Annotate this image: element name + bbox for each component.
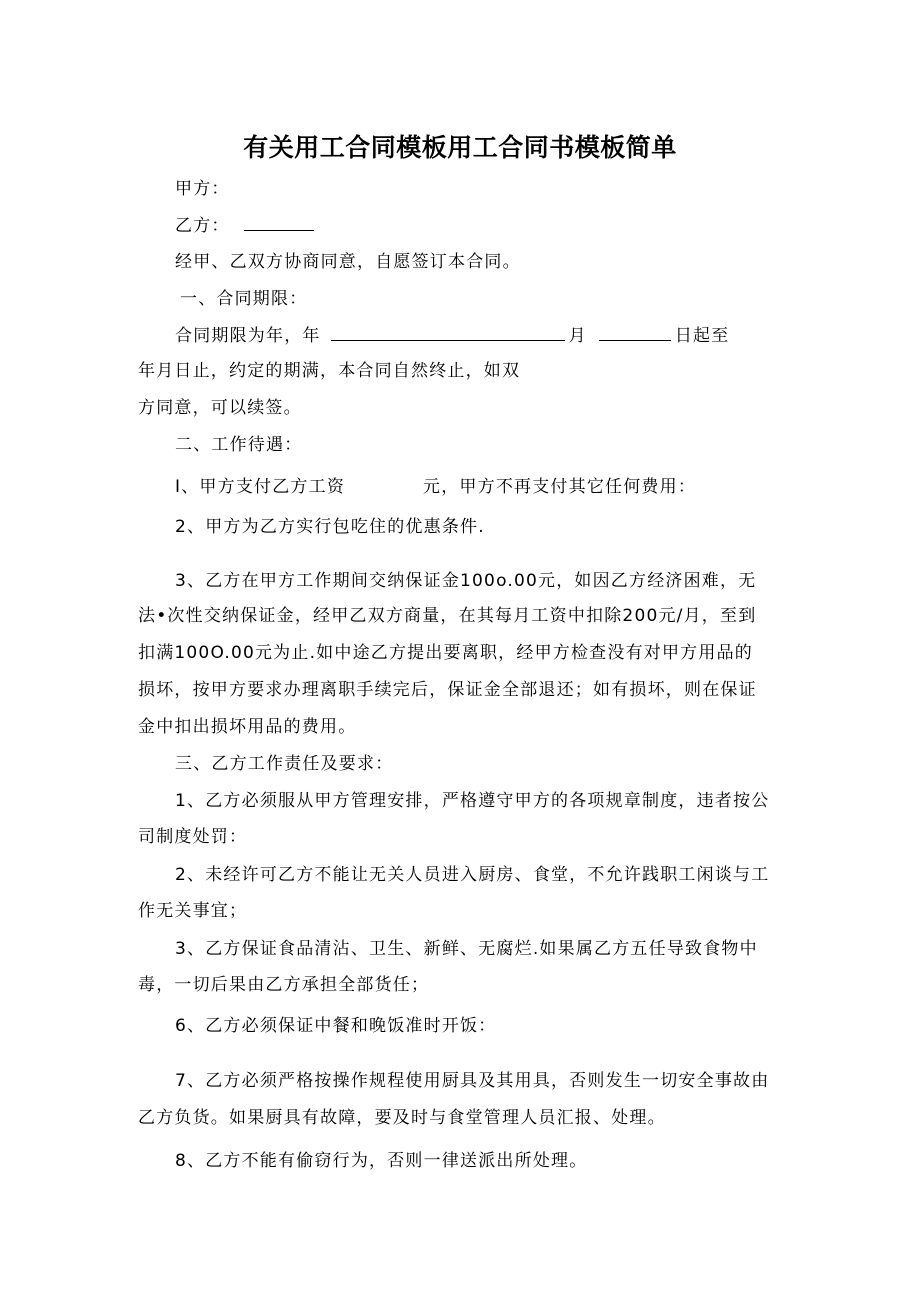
deposit-line-2: 法•次性交纳保证金，经甲乙双方商量，在其每月工资中扣除200元/月，至到 — [138, 606, 757, 626]
duty1-line-2: 司制度处罚： — [138, 827, 248, 847]
wage-line — [175, 476, 696, 498]
benefit-line: 2、甲方为乙方实行包吃住的优惠条件. — [175, 517, 485, 537]
deposit-line-4: 损坏，按甲方要求办理离职手续完后，保证金全部退还；如有损坏，则在保证 — [138, 680, 757, 700]
year-blank — [331, 324, 565, 341]
wage-text-b: 元，甲方不再支付其它任何费用： — [423, 477, 697, 497]
term-line-3: 方同意，可以续签。 — [138, 398, 302, 418]
party-b-blank — [244, 214, 314, 231]
section1-heading: 一、合同期限： — [180, 289, 308, 309]
term-text-b: 月 — [568, 326, 587, 346]
duty6-line: 6、乙方必须保证中餐和晚饭准时开饭： — [175, 1016, 497, 1036]
deposit-line-1: 3、乙方在甲方工作期间交纳保证金100o.00元，如因乙方经济困难，无 — [175, 571, 757, 591]
party-b-line — [175, 214, 318, 237]
duty3-line-1: 3、乙方保证食品清沾、卫生、新鲜、无腐烂.如果属乙方五任导致食物中 — [175, 939, 758, 959]
duty7-line-1: 7、乙方必须严格按操作规程使用厨具及其用具，否则发生一切安全事故由 — [175, 1071, 770, 1091]
intro-line: 经甲、乙双方协商同意，自愿签订本合同。 — [175, 252, 521, 272]
duty2-line-2: 作无关事宜； — [138, 901, 248, 921]
month-blank — [599, 324, 671, 341]
party-b-label: 乙方： — [175, 216, 230, 236]
duty2-line-1: 2、未经许可乙方不能让无关人员进入厨房、食堂，不允许践职工闲谈与工 — [175, 865, 770, 885]
deposit-line-3: 扣满100O.00元为止.如中途乙方提出要离职，经甲方检查没有对甲方用品的 — [138, 643, 753, 663]
section3-heading: 三、乙方工作责任及要求： — [175, 754, 394, 774]
document-title: 有关用工合同模板用工合同书模板简单 — [243, 133, 677, 162]
duty1-line-1: 1、乙方必须服从甲方管理安排，严格遵守甲方的各项规章制度，违者按公 — [175, 791, 770, 811]
duty3-line-2: 毒，一切后果由乙方承担全部货任； — [138, 975, 430, 995]
term-line-2: 年月日止，约定的期满，本合同自然终止，如双 — [138, 361, 521, 381]
term-text-c: 日起至 — [674, 326, 730, 346]
deposit-line-5: 金中扣出损坏用品的费用。 — [138, 717, 357, 737]
term-text-a: 合同期限为年，年 — [175, 326, 321, 346]
term-line-1 — [175, 324, 729, 347]
wage-text-a: I、甲方支付乙方工资 — [175, 477, 346, 497]
duty8-line: 8、乙方不能有偷窃行为，否则一律送派出所处理。 — [175, 1151, 588, 1171]
section2-heading: 二、工作待遇： — [175, 435, 303, 455]
party-a-line: 甲方： — [175, 179, 230, 199]
duty7-line-2: 乙方负货。如果厨具有故障，要及时与食堂管理人员汇报、处理。 — [138, 1108, 666, 1128]
